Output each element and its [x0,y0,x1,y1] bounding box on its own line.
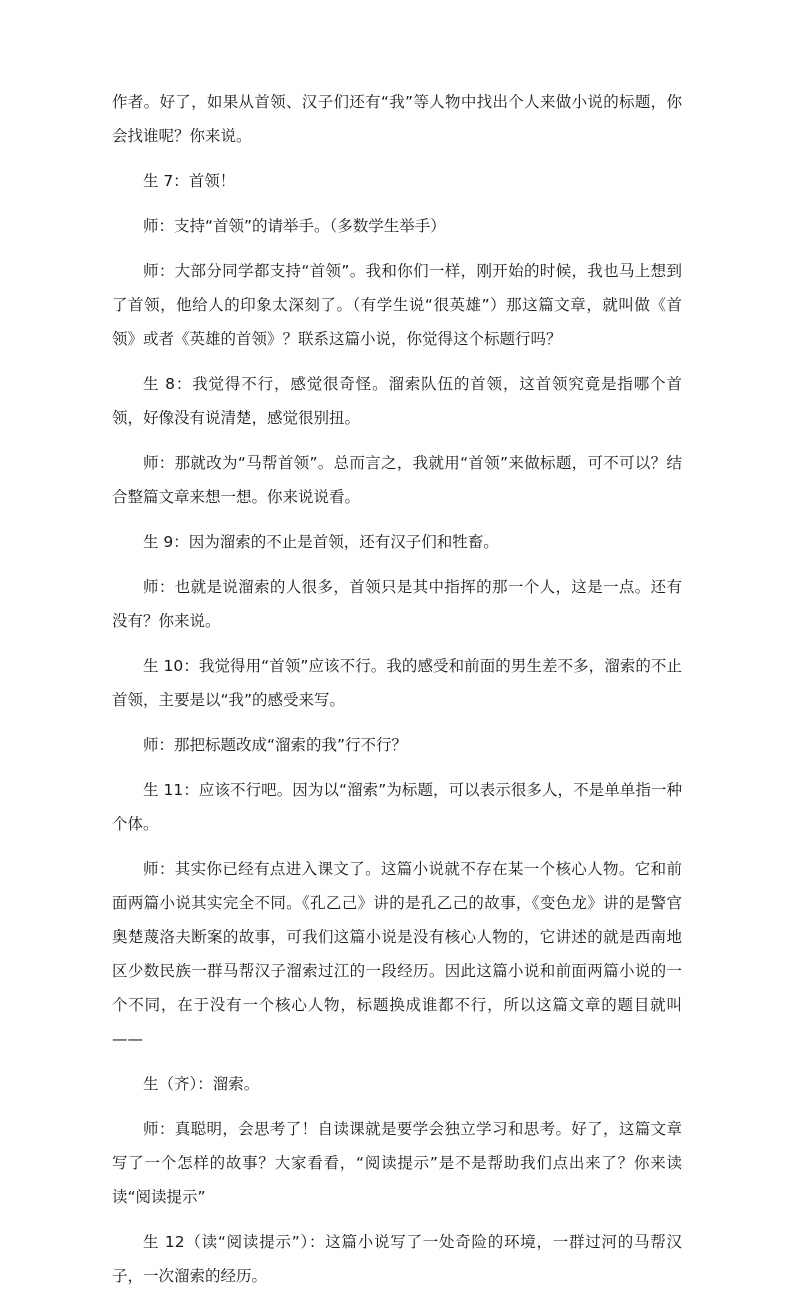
paragraph: 师：其实你已经有点进入课文了。这篇小说就不存在某一个核心人物。它和前面两篇小说其实完全不同。《孔乙己》讲的是孔乙己的故事，《变色龙》讲的是警官奥楚蔑洛夫断案的故事，可我们这篇小说是没有核心人物的，它讲述的就是西南地区少数民族一群马帮汉子溜索过江的一段经历。因此这篇小说和前面两篇小说的一个不同，在于没有一个核心人物，标题换成谁都不行，所以这篇文章的题目就叫—— [112,860,682,1048]
paragraph: 生（齐）：溜索。 [143,1075,260,1093]
document-body [112,85,682,1293]
paragraph: 作者。好了，如果从首领、汉子们还有“我”等人物中找出个人来做小说的标题，你会找谁呢？你来说。 [112,93,682,145]
paragraph: 师：那把标题改成“溜索的我”行不行？ [143,736,408,754]
paragraph: 生 7：首领！ [143,172,236,190]
paragraph: 生 10：我觉得用“首领”应该不行。我的感受和前面的男生差不多，溜索的不止首领，主要是以“我”的感受来写。 [112,657,682,709]
paragraph: 生 11：应该不行吧。因为以“溜索”为标题，可以表示很多人，不是单单指一种个体。 [112,781,682,833]
paragraph: 师：那就改为“马帮首领”。总而言之，我就用“首领”来做标题，可不可以？结合整篇文章来想一想。你来说说看。 [112,454,682,506]
paragraph: 师：也就是说溜索的人很多，首领只是其中指挥的那一个人，这是一点。还有没有？你来说。 [112,578,682,630]
paragraph: 师：支持“首领”的请举手。（多数学生举手） [143,217,446,235]
paragraph: 生 8：我觉得不行，感觉很奇怪。溜索队伍的首领，这首领究竟是指哪个首领，好像没有说清楚，感觉很别扭。 [112,375,682,427]
paragraph: 师：大部分同学都支持“首领”。我和你们一样，刚开始的时候，我也马上想到了首领，他给人的印象太深刻了。（有学生说“很英雄”）那这篇文章，就叫做《首领》或者《英雄的首领》？联系这篇小说，你觉得这个标题行吗？ [112,262,682,348]
paragraph: 师：真聪明，会思考了！自读课就是要学会独立学习和思考。好了，这篇文章写了一个怎样的故事？大家看看，“阅读提示”是不是帮助我们点出来了？你来读读“阅读提示” [112,1120,682,1206]
paragraph: 生 12（读“阅读提示”）：这篇小说写了一处奇险的环境，一群过河的马帮汉子，一次溜索的经历。 [112,1233,682,1285]
paragraph: 生 9：因为溜索的不止是首领，还有汉子们和牲畜。 [143,533,499,551]
